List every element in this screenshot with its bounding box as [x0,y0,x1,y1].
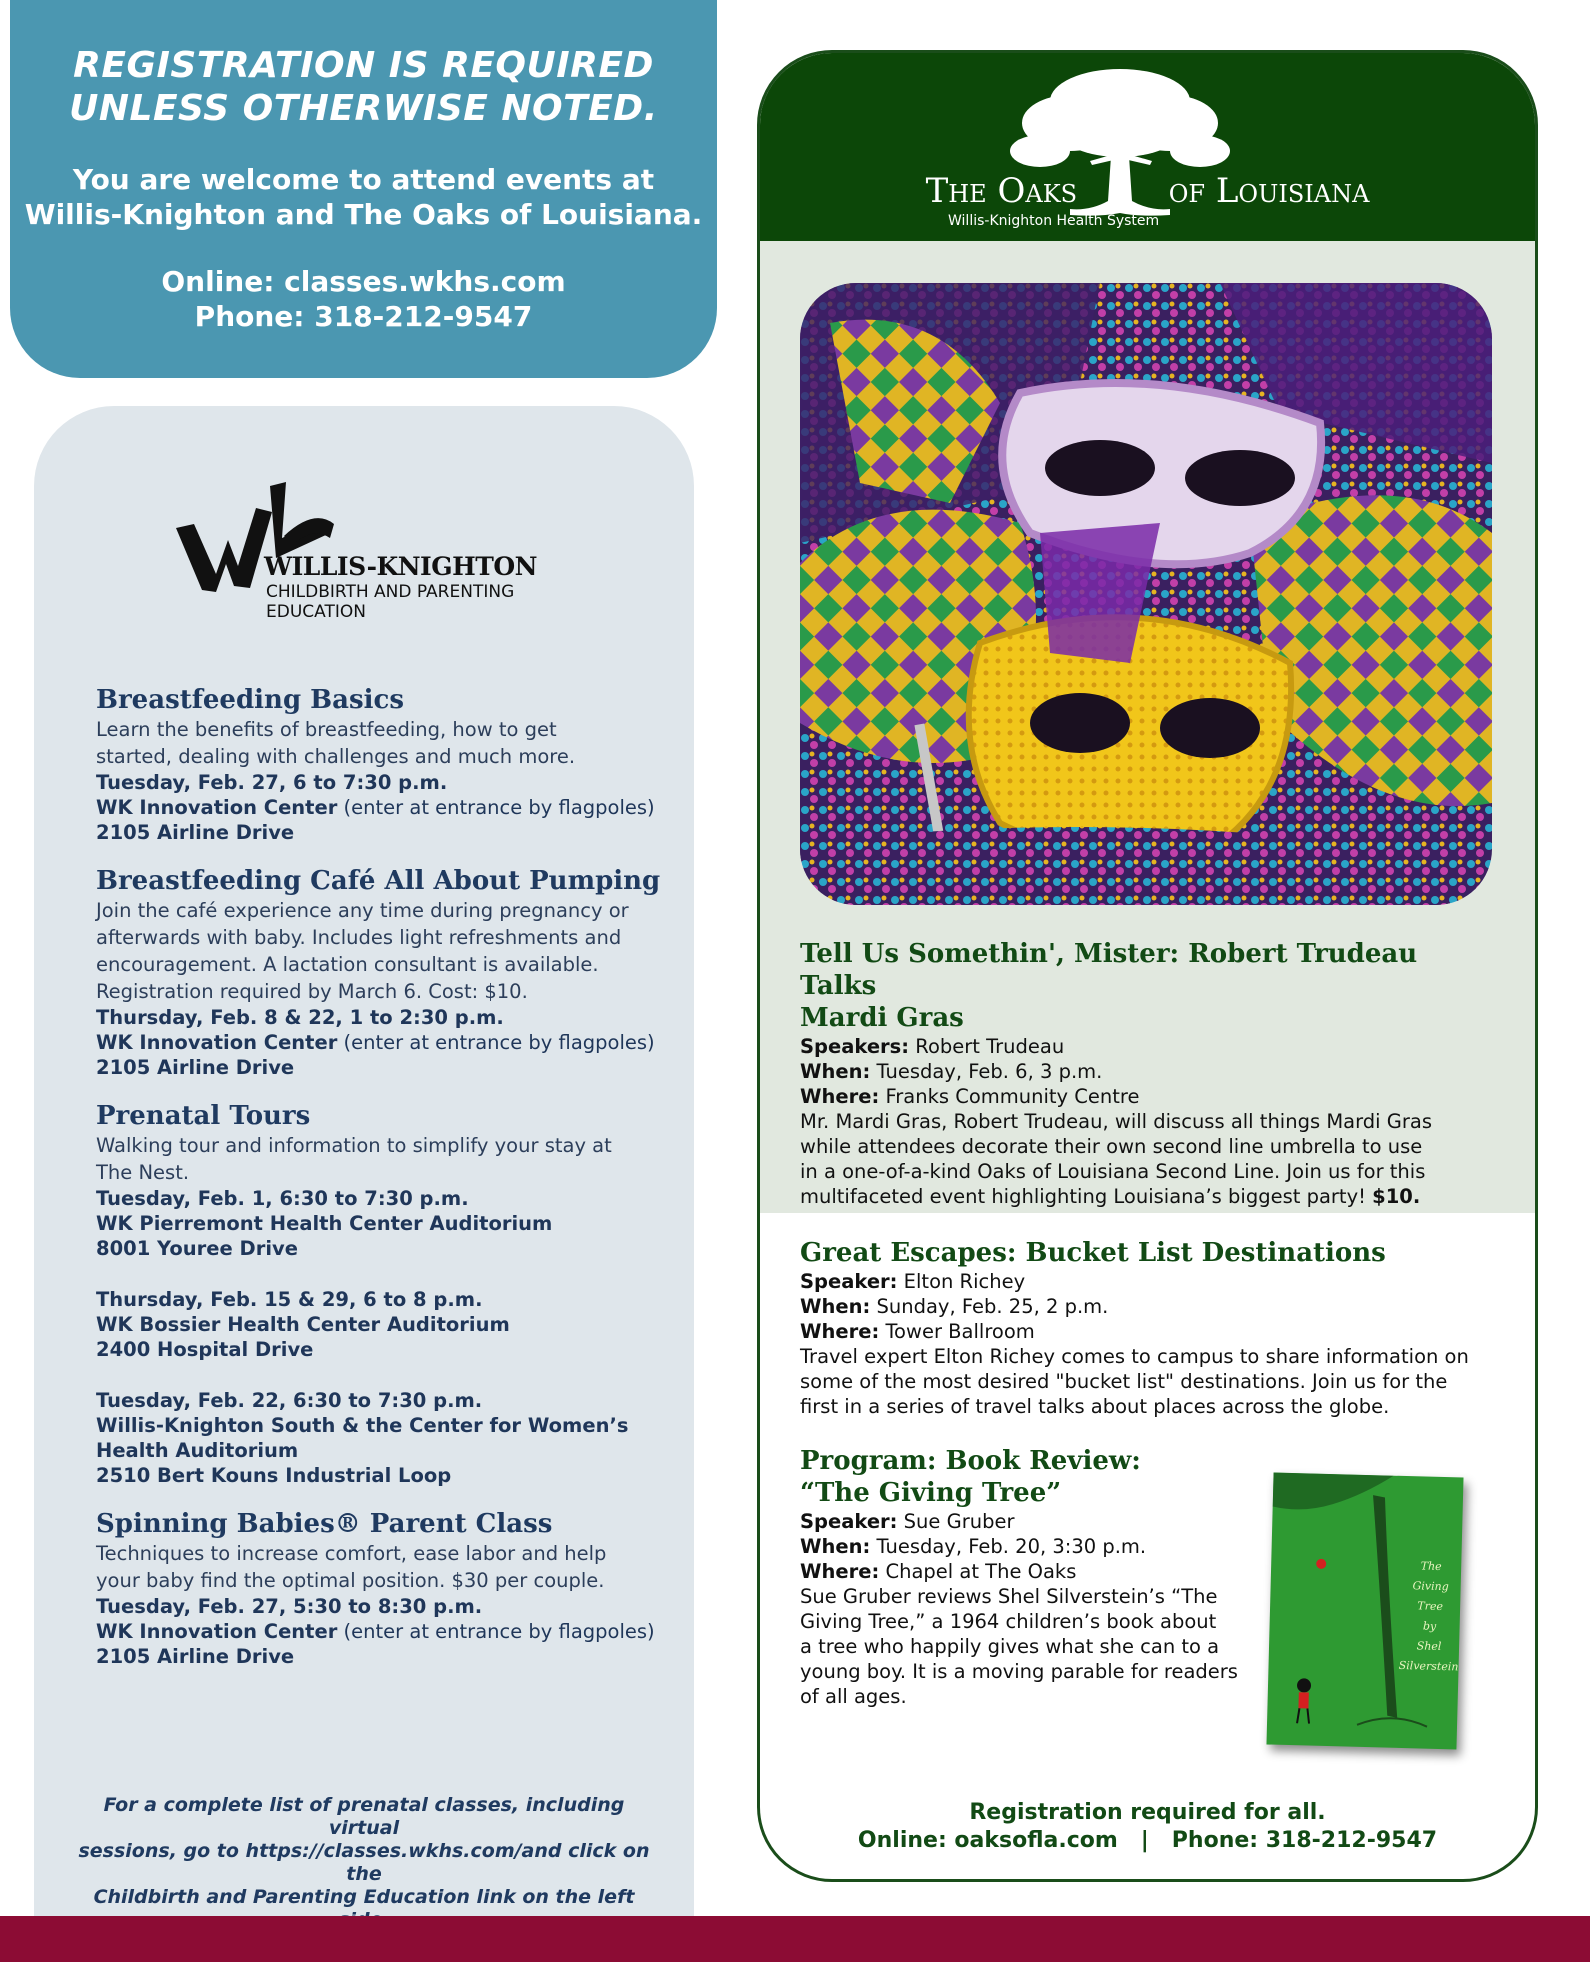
event-mardi-gras-talk [800,938,1500,1209]
label: When: [800,1060,871,1083]
bottom-color-bar [0,1916,1590,1962]
footer-registration-note: Registration required for all. [969,1800,1326,1825]
event-location [96,795,676,820]
event-title: Prenatal Tours [96,1101,311,1131]
event-description: in a one-of-a-kind Oaks of Louisiana Second Line. Join us for this [800,1160,1426,1183]
event-breastfeeding-basics [96,684,676,845]
mardi-gras-section [760,241,1535,1213]
event-address: 2105 Airline Drive [96,1056,295,1079]
event-description: while attendees decorate their own second line umbrella to use [800,1135,1423,1158]
event-title: Breastfeeding Basics [96,685,404,715]
event-description: afterwards with baby. Includes light refreshments and [96,926,622,949]
wk-logo-subtitle [266,582,514,622]
willis-knighton-panel [34,406,694,1916]
event-title: Breastfeeding Café All About Pumping [96,866,661,896]
registration-title [10,44,717,130]
label: Where: [800,1085,880,1108]
event-title-line2: Mardi Gras [800,1003,964,1033]
event-location [96,1619,676,1644]
event-address: 2400 Hospital Drive [96,1338,314,1361]
event-location-name: WK Innovation Center [96,796,338,819]
event-address: 8001 Youree Drive [96,1237,298,1260]
mardi-gras-masks-illustration [800,283,1492,905]
event-description: The Nest. [96,1161,190,1184]
value: Robert Trudeau [909,1035,1065,1058]
event-title: Spinning Babies® Parent Class [96,1509,553,1539]
value: Tuesday, Feb. 6, 3 p.m. [870,1060,1103,1083]
event-description: Join the café experience any time during pregnancy or [96,899,629,922]
value: multifaceted event highlighting Louisiana’s biggest party! [800,1185,1373,1208]
footer-note-line[interactable]: sessions, go to https://classes.wkhs.com/and click on the [78,1840,650,1885]
label: Speaker: [800,1510,898,1533]
welcome-text-line2: Willis-Knighton and The Oaks of Louisiana. [24,198,703,231]
event-location-note: (enter at entrance by flagpoles) [337,1620,655,1643]
book-cover-author: Shel [1416,1639,1442,1654]
event-when [800,1059,1500,1084]
label: Where: [800,1320,880,1343]
event-where [800,1319,1500,1344]
oaks-name-left: The Oaks [925,171,1078,211]
event-description: encouragement. A lactation consultant is available. [96,953,599,976]
mardi-gras-masks-image [800,283,1492,905]
oaks-name-right: of Louisiana [1168,171,1370,211]
oaks-registration-footer [760,1799,1535,1855]
giving-tree-book-cover [1266,1473,1463,1750]
event-location-name: WK Innovation Center [96,1620,338,1643]
value: Sunday, Feb. 25, 2 p.m. [870,1295,1109,1318]
value: Sue Gruber [897,1510,1015,1533]
value: Chapel at The Oaks [879,1560,1077,1583]
event-title: Program: Book Review: [800,1446,1141,1476]
event-description: Mr. Mardi Gras, Robert Trudeau, will discuss all things Mardi Gras [800,1110,1432,1133]
wk-logo-subtitle-line1: CHILDBIRTH AND PARENTING [266,582,515,602]
event-spinning-babies [96,1508,676,1669]
event-location-note: (enter at entrance by flagpoles) [337,1031,655,1054]
label: Speakers: [800,1035,910,1058]
event-description: Walking tour and information to simplify your stay at [96,1134,612,1157]
value: Tower Ballroom [879,1320,1035,1343]
event-description: your baby find the optimal position. $30 per couple. [96,1569,605,1592]
registration-banner [10,0,717,378]
welcome-text: You are welcome to attend events at [72,163,655,196]
event-description: Travel expert Elton Richey comes to campus to share information on [800,1345,1469,1368]
event-description: of all ages. [800,1685,907,1708]
event-date: Tuesday, Feb. 27, 6 to 7:30 p.m. [96,771,448,794]
event-title-line2: “The Giving Tree” [800,1478,1062,1508]
event-description: first in a series of travel talks about places across the globe. [800,1395,1390,1418]
book-cover-title: The [1420,1559,1442,1573]
event-title: Tell Us Somethin', Mister: Robert Trudeau Talks [800,939,1418,1001]
event-description: Learn the benefits of breastfeeding, how to get [96,718,557,741]
event-date: Thursday, Feb. 8 & 22, 1 to 2:30 p.m. [96,1006,504,1029]
wk-logo-subtitle-line2: EDUCATION [266,602,366,622]
event-cost: $10. [1372,1185,1421,1208]
value: Elton Richey [897,1270,1026,1293]
event-address: 2510 Bert Kouns Industrial Loop [96,1464,452,1487]
event-when [800,1294,1500,1319]
registration-phone[interactable]: Phone: 318-212-9547 [194,300,533,333]
event-description: Sue Gruber reviews Shel Silverstein’s “The [800,1585,1218,1608]
event-title: Great Escapes: Bucket List Destinations [800,1238,1386,1268]
event-date: Tuesday, Feb. 1, 6:30 to 7:30 p.m. [96,1187,469,1210]
prenatal-classes-note [74,1794,654,1932]
registration-title-line2: UNLESS OTHERWISE NOTED. [69,88,658,129]
event-location: WK Pierremont Health Center Auditorium [96,1212,553,1235]
event-location: Willis-Knighton South & the Center for Women’s [96,1414,629,1437]
registration-online[interactable]: Online: classes.wkhs.com [161,265,566,298]
book-cover-title: Tree [1417,1599,1444,1614]
label: Where: [800,1560,880,1583]
book-cover-title: Giving [1412,1579,1449,1594]
value: Franks Community Centre [879,1085,1140,1108]
event-where [800,1084,1500,1109]
book-cover-text [1398,1556,1461,1678]
registration-title-line1: REGISTRATION IS REQUIRED [73,45,654,86]
book-cover-author: Silverstein [1398,1658,1459,1674]
event-great-escapes [800,1237,1500,1419]
event-location: Health Auditorium [96,1439,299,1462]
footer-contact[interactable]: Online: oaksofla.com | Phone: 318-212-9547 [857,1828,1438,1853]
wk-logo-name: WILLIS-KNIGHTON [264,552,537,581]
left-event-list [96,684,676,1689]
event-prenatal-tours [96,1100,676,1488]
footer-note-line: Childbirth and Parenting Education link on the left [93,1886,635,1908]
event-location-note: (enter at entrance by flagpoles) [337,796,655,819]
event-date: Tuesday, Feb. 22, 6:30 to 7:30 p.m. [96,1389,483,1412]
oaks-header [760,53,1535,241]
event-description [800,1184,1500,1209]
event-speaker [800,1269,1500,1294]
event-speakers [800,1034,1500,1059]
event-address: 2105 Airline Drive [96,821,295,844]
event-location [96,1030,676,1055]
willis-knighton-logo [174,478,594,638]
oaks-of-louisiana-panel [757,50,1538,1882]
event-location: WK Bossier Health Center Auditorium [96,1313,510,1336]
event-description: young boy. It is a moving parable for readers [800,1660,1238,1683]
label: When: [800,1535,871,1558]
value: Tuesday, Feb. 20, 3:30 p.m. [870,1535,1147,1558]
event-description: Registration required by March 6. Cost: $10. [96,980,528,1003]
event-description: Techniques to increase comfort, ease labor and help [96,1542,607,1565]
footer-note-line: For a complete list of prenatal classes, including virtual [103,1794,625,1839]
event-date: Tuesday, Feb. 27, 5:30 to 8:30 p.m. [96,1595,483,1618]
event-breastfeeding-cafe [96,865,676,1080]
label: Speaker: [800,1270,898,1293]
event-description: Giving Tree,” a 1964 children’s book about [800,1610,1217,1633]
label: When: [800,1295,871,1318]
book-cover-by: by [1422,1619,1437,1633]
oaks-logo-system: Willis-Knighton Health System [948,213,1160,229]
event-description: some of the most desired "bucket list" destinations. Join us for the [800,1370,1448,1393]
event-description: started, dealing with challenges and much more. [96,745,576,768]
event-address: 2105 Airline Drive [96,1645,295,1668]
event-description: a tree who happily gives what she can to a [800,1635,1220,1658]
event-location-name: WK Innovation Center [96,1031,338,1054]
event-date: Thursday, Feb. 15 & 29, 6 to 8 p.m. [96,1288,483,1311]
oaks-logo-name [760,171,1535,211]
